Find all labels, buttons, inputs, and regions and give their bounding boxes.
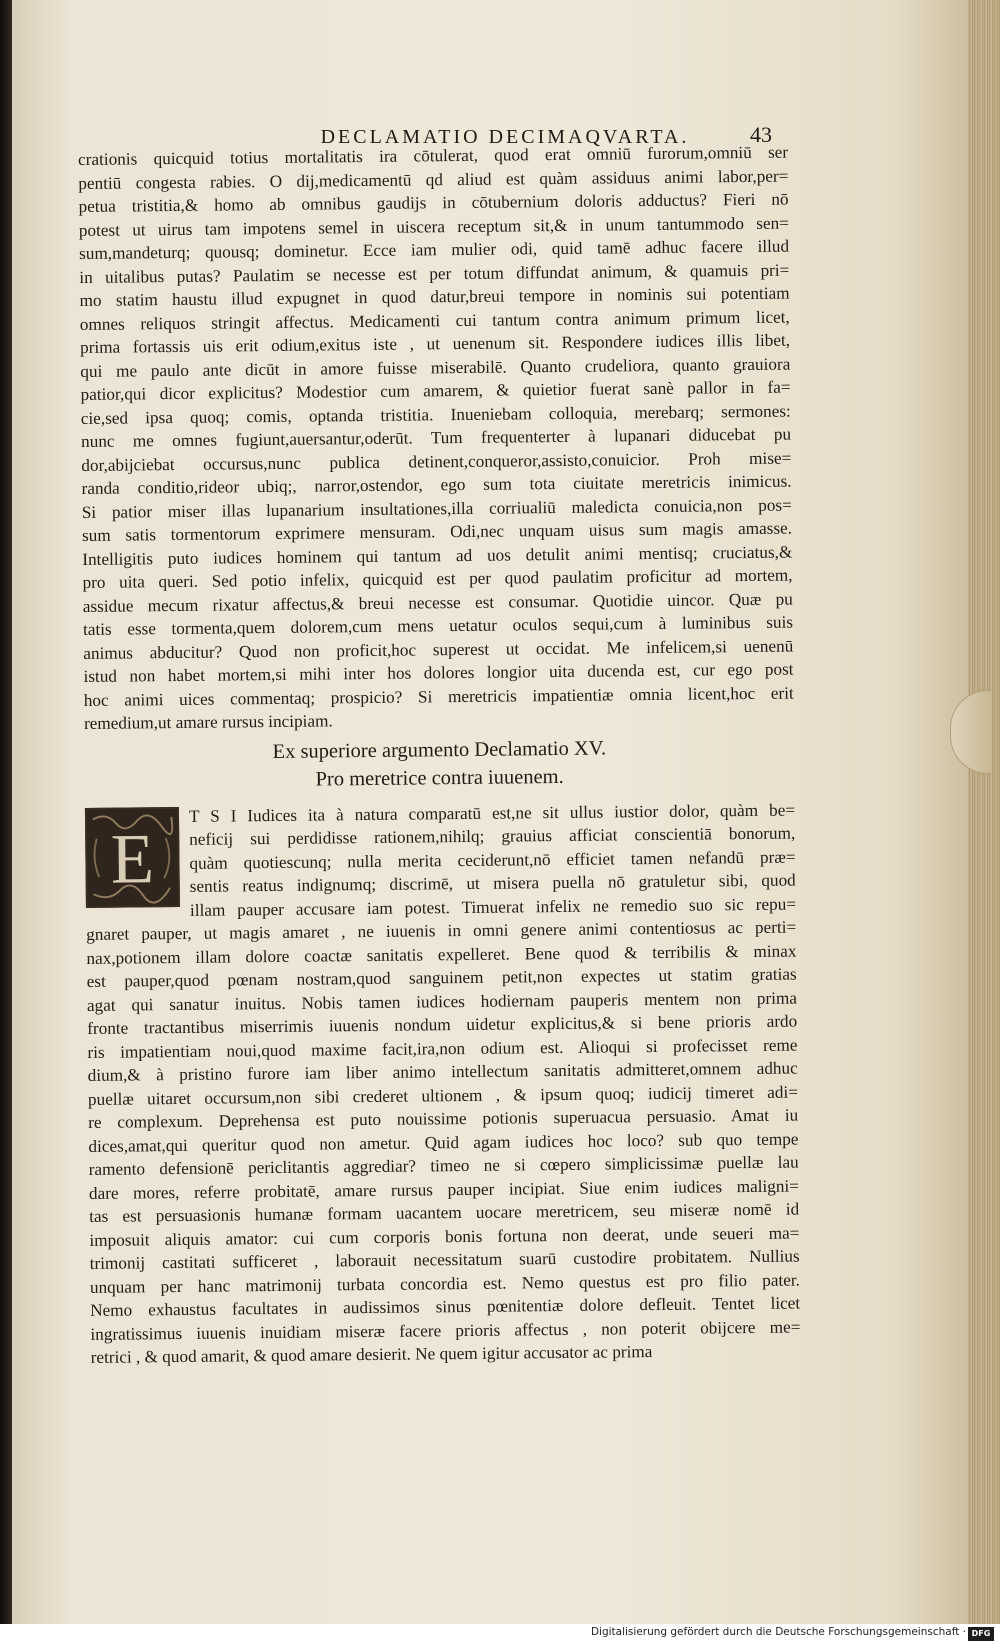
paragraph-2 <box>85 798 801 1369</box>
text-line: in uitalibus putas? Paulatim se necesse est per totum diffundat animum, & quamuis pri= <box>79 260 790 287</box>
text-line: pentiū congesta rabies. O dij,medicamentū qd aliud est quàm assiduus animi labor,per= <box>78 166 789 193</box>
text-line: animus abducitur? Quod non proficit,hoc superest ut occidat. Me infelicem,si uenenū <box>83 636 794 663</box>
text-line: patior,qui dicor explicitus? Modestior cum amarem, & quietior fuerat sanè pallor in fa= <box>80 377 791 404</box>
text-line: est pauper,quod pœnam nostram,quod sanguinem petit,non expectes ut statim gratias <box>86 964 797 991</box>
text-line: unquam per hanc matrimonij turbata concordia est. Nemo questus est pro filio pater. <box>89 1270 800 1297</box>
text-line: nunc me omnes fugiunt,auersantur,oderūt. Tum frequenterter à lupanari diducebat pu <box>80 424 792 451</box>
text-line: Nemo exhaustus facultates in audissimos sinus pœnitentiæ dolore defleuit. Tentet licet <box>90 1293 801 1320</box>
text-line: T S I Iudices ita à natura comparatū est,ne sit ullus iustior dolor, quàm be= <box>188 800 796 826</box>
text-line: assidue mecum rixatur affectus,& breui necesse est consumar. Quotidie uincor. Quæ pu <box>82 589 793 616</box>
text-line: qui me paulo ante dicūt in amore fuisse miserabilē. Quanto crudeliora, quanto grauiora <box>80 354 791 381</box>
text-line: petua tristitia,& homo ab omnibus gaudijs in cōtubernium doloris adductus? Fieri nō <box>78 189 789 216</box>
text-line: dor,abijciebat occursus,nunc publica detinent,conqueror,assisto,conuicior. Proh mise= <box>81 448 792 475</box>
paragraph-2-indented-lines <box>85 798 796 923</box>
svg-text:E: E <box>110 819 155 899</box>
section-heading: Ex superiore argumento Declamatio XV. <box>272 737 607 763</box>
text-line: cie,sed ipsa quoq; comis, optanda tristitia. Inueniebam colloquia, merebarq; sermones: <box>80 401 791 428</box>
text-line: ris impatientiam noui,quod maxime facit,ira,non odium est. Alioqui si profecisset reme <box>87 1035 798 1062</box>
text-line: Intelligitis puto iudices hominem qui tantum ad uos detulit animi mentisq; cruciatus,& <box>82 542 793 569</box>
text-line: re complexum. Deprehensa est puto nouissime potionis superuacua persuasio. Amat iu <box>88 1105 799 1132</box>
ornamental-initial-e-icon <box>85 806 180 907</box>
text-line: fronte tractantibus miserrimis iuuenis nondum uidetur explicitus,& si bene prioris ardo <box>87 1011 798 1038</box>
text-line: istud non habet mortem,si mihi inter hos dolores longior uita ducenda est, cur ego post <box>83 659 794 686</box>
text-line: randa conditio,rideor ubiq;, narror,ostendor, ego sum tota ciuitate meretricis inimicus. <box>81 471 792 498</box>
text-line: tas est persuasionis humanæ formam uacantem uocare meretricem, seu miseræ nomē id <box>89 1199 800 1226</box>
text-line: ramento defensionē periclitantis aggrediar? timeo ne si cœpero simplicissimæ puellæ lau <box>88 1152 799 1179</box>
text-line: dare mores, referre probitatē, amare rursus pauper incipiat. Siue enim iudices maligni= <box>88 1176 800 1203</box>
text-line: Si patior miser illas lupanarium insultationes,illa corriualiū maledicta conuicia,non pos= <box>81 495 792 522</box>
text-line: sum satis tormentorum exprimere mensuram. Odi,nec unquam uisus sum magis amasse. <box>81 518 793 545</box>
paragraph-1 <box>78 141 794 736</box>
running-head: DECLAMATIO DECIMAQVARTA. <box>320 126 690 148</box>
text-line: tatis esse tormenta,quem dolorem,cum mens uetatur oculos sequi,cum à luminibus suis <box>82 612 794 639</box>
folio-number: 43 <box>750 122 772 147</box>
text-line: neficij sui perdidisse rationem,nihilq; grauius afficiat conscientiā bonorum, <box>189 823 796 849</box>
text-line: quàm quotiescunq; nulla merita ceciderunt,nō efficiet tamen nefandū præ= <box>189 847 796 873</box>
text-line: sum,mandeturq; quousq; dominetur. Ecce iam mulier odi, quid tamē adhuc facere illud <box>79 236 790 263</box>
text-line: crationis quicquid totius mortalitatis ira cōtulerat, quod erat omniū furorum,omniū ser <box>78 142 789 169</box>
page-fore-edge <box>968 0 1000 1624</box>
text-line: prima fortassis uis erit odium,exitus iste , ut uenenum sit. Respondere iudices illis libet, <box>79 330 791 357</box>
text-line: dium,& à pristino furore iam liber animo intellectum sanitatis admitteret,omnem adhuc <box>87 1058 798 1085</box>
text-line: imposuit aliquis amator: cui cum corporis bonis fortuna non deerat, unde seueri ma= <box>89 1223 800 1250</box>
text-line: sentis reatus indignumq; discrimē, ut misera puella nō gratuletur sibi, quod <box>189 870 796 896</box>
text-line: ingratissimus iuuenis inuidiam miseræ facere prioris affectus , non poterit obijcere me= <box>90 1317 801 1344</box>
text-line: dices,amat,qui queritur quod non ametur. Quid agam iudices hoc loco? sub quo tempe <box>88 1129 799 1156</box>
text-line: nax,potionem illam dolore coactæ sanitatis expelleret. Bene quod & terribilis & minax <box>86 941 797 968</box>
text-line: puellæ uitaret occursum,non sibi crederet ultionem , & ipsum quoq; iudicij timeret adi= <box>87 1082 799 1109</box>
text-line: hoc animi uices commentaq; prospicio? Si meretricis impatientiæ omnia licent,hoc erit <box>83 683 794 710</box>
initial-letter-art <box>87 809 178 906</box>
page-text <box>78 141 801 1370</box>
section-subheading: Pro meretrice contra iuuenem. <box>315 765 564 791</box>
text-line: potest ut uirus tam impotens semel in uiscera receptum sit,& in unum tantummodo sen= <box>78 213 789 240</box>
text-line: gnaret pauper, ut magis amaret , ne iuuenis in omni genere animi contentiosus ac perti= <box>86 917 797 944</box>
dfg-logo: DFG <box>968 1627 994 1641</box>
paragraph-2-lines <box>86 916 801 1370</box>
text-line: illam pauper accusare iam potest. Timuerat infelix ne remedio suo sic repu= <box>189 894 797 920</box>
text-line: mo statim haustu illud expugnet in quod datur,breui tempore in nominis sui potentiam <box>79 283 790 310</box>
text-line: retrici , & quod amarit, & quod amare desierit. Ne quem igitur accusator ac prima <box>90 1342 653 1367</box>
text-line: omnes reliquos stringit affectus. Medicamenti cui tantum contra animum primum licet, <box>79 307 790 334</box>
text-line: remedium,ut amare rursus incipiam. <box>83 711 333 733</box>
text-line: pro uita queri. Sed potio infelix, quicquid est per quod paulatim proficitur ad mortem, <box>82 565 793 592</box>
text-line: agat qui sanatur inuitus. Nobis tamen iudices hodiernam pauperis mentem non prima <box>86 988 798 1015</box>
text-line: trimonij castitati sufficeret , laborauit necessitatum suarū custodire probitatem. Nullius <box>89 1246 800 1273</box>
footer-credit: Digitalisierung gefördert durch die Deutsche Forschungsgemeinschaft · <box>590 1626 966 1638</box>
